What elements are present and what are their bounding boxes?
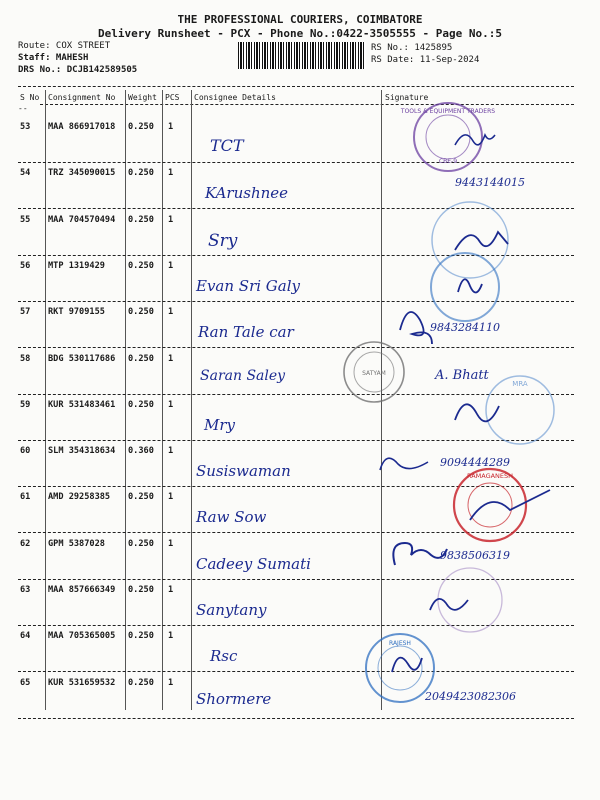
col-sno: S No (20, 93, 40, 102)
row-sno: 56 (20, 260, 31, 271)
col-pcs: PCS (165, 93, 180, 102)
row-sno: 57 (20, 307, 31, 318)
row-consignment: MAA 866917018 (48, 122, 116, 132)
row-pcs: 1 (168, 631, 174, 642)
row-weight: 0.250 (128, 168, 154, 179)
row-sno: 59 (20, 399, 31, 410)
mra-stamp-text: MRA (512, 380, 528, 388)
row-pcs: 1 (168, 353, 174, 364)
row-sno: 58 (20, 353, 31, 364)
col-signature: Signature (385, 93, 429, 102)
row-weight: 0.250 (128, 260, 154, 271)
signature-53 (455, 135, 495, 145)
row-weight: 0.250 (128, 214, 154, 225)
row-consignment: MTP 1319429 (48, 260, 105, 271)
row-consignee-name: Cadeey Sumati (196, 554, 311, 573)
col-consignment: Consignment No (48, 93, 116, 102)
row-weight: 0.360 (128, 446, 154, 457)
row-weight: 0.250 (128, 353, 154, 364)
rs-date: RS Date: 11-Sep-2024 (371, 55, 480, 65)
row-consignee-name: Saran Saley (200, 367, 286, 384)
signature-55 (455, 232, 508, 250)
signature-63 (430, 599, 468, 610)
row-pcs: 1 (168, 122, 174, 132)
company-name: THE PROFESSIONAL COURIERS, COIMBATORE (177, 13, 423, 26)
row-pcs: 1 (168, 214, 174, 225)
row-consignee-name: Evan Sri Galy (196, 276, 301, 295)
row-pcs: 1 (168, 585, 174, 595)
row-pcs: 1 (168, 168, 174, 179)
rajesh-stamp-text: RAJESH (389, 640, 411, 647)
row-consignment: AMD 29258385 (48, 492, 111, 503)
drs-number: DRS No.: DCJB142589505 (18, 65, 138, 75)
row-weight: 0.250 (128, 307, 154, 318)
row-consignee-name: Sanytany (196, 601, 267, 619)
row-pcs: 1 (168, 492, 174, 503)
row-consignment: GPM 5387028 (48, 538, 105, 549)
row-consignee-name: Ran Tale car (198, 323, 294, 342)
row-weight: 0.250 (128, 122, 154, 132)
col-consignee: Consignee Details (194, 93, 276, 102)
row-consignment: TRZ 345090015 (48, 168, 116, 179)
row-pcs: 1 (168, 399, 174, 410)
row-pcs: 1 (168, 538, 174, 549)
signature-57 (400, 312, 432, 344)
row-signature-note: 9838506319 (440, 548, 510, 562)
ramaganesh-stamp (454, 469, 526, 541)
row-pcs: 1 (168, 446, 174, 457)
staff-label: Staff: MAHESH (18, 53, 89, 63)
signature-59 (455, 404, 499, 421)
row-sno: 53 (20, 122, 31, 132)
row-pcs: 1 (168, 677, 174, 688)
row-consignment: MAA 705365005 (48, 631, 116, 642)
satyam-stamp-text: SATYAM (362, 370, 386, 377)
row-sno: 55 (20, 214, 31, 225)
row-weight: 0.250 (128, 677, 154, 688)
signature-64 (392, 658, 422, 672)
row-sno: 60 (20, 446, 31, 457)
row-consignment: KUR 531659532 (48, 677, 116, 688)
header-dash-mark: -- (18, 104, 28, 113)
signature-61 (470, 490, 550, 520)
tools-stamp (400, 103, 495, 171)
row-sno: 54 (20, 168, 31, 179)
row-consignee-name: Mry (204, 415, 236, 434)
row-pcs: 1 (168, 260, 174, 271)
tools-stamp-city: CBE-9 (438, 158, 458, 165)
row-consignment: MAA 857666349 (48, 585, 116, 595)
signature-62 (393, 543, 447, 565)
row-consignment: KUR 531483461 (48, 399, 116, 410)
signature-60 (380, 458, 428, 470)
rajesh-stamp (366, 634, 434, 702)
runsheet-subtitle: Delivery Runsheet - PCX - Phone No.:0422-3505555 - Page No.:5 (98, 27, 502, 40)
row-signature-note: 9443144015 (455, 176, 525, 190)
row-consignee-name: Raw Sow (196, 508, 267, 527)
row-consignee-name: Sry (208, 230, 238, 251)
row-consignee-name: Susiswaman (196, 462, 291, 481)
signature-56 (458, 279, 482, 292)
row-consignee-name: Rsc (210, 647, 238, 666)
stamp-55 (432, 202, 508, 278)
row-sno: 64 (20, 631, 31, 642)
row-consignment: BDG 530117686 (48, 353, 116, 364)
row-pcs: 1 (168, 307, 174, 318)
row-consignment: MAA 704570494 (48, 214, 116, 225)
rs-number: RS No.: 1425895 (371, 43, 453, 53)
row-sno: 62 (20, 538, 31, 549)
ramaganesh-stamp-text: RAMAGANESH (466, 472, 514, 480)
row-signature-note: 2049423082306 (425, 689, 516, 703)
stamp-56 (431, 253, 499, 321)
row-weight: 0.250 (128, 399, 154, 410)
row-weight: 0.250 (128, 585, 154, 595)
tools-stamp-text: TOOLS & EQUIPMENT TRADERS (400, 108, 496, 115)
row-weight: 0.250 (128, 631, 154, 642)
row-consignee-name: KArushnee (205, 184, 289, 203)
row-signature-note: A. Bhatt (435, 367, 489, 383)
row-signature-note: 9094444289 (440, 456, 510, 470)
row-signature-note: 9843284110 (430, 321, 500, 335)
stamp-63 (438, 568, 502, 632)
row-sno: 63 (20, 585, 31, 595)
row-weight: 0.250 (128, 492, 154, 503)
row-consignment: RKT 9709155 (48, 307, 105, 318)
row-sno: 61 (20, 492, 31, 503)
row-sno: 65 (20, 677, 31, 688)
row-consignee-name: Shormere (196, 689, 272, 708)
row-consignment: SLM 354318634 (48, 446, 116, 457)
row-weight: 0.250 (128, 538, 154, 549)
col-weight: Weight (128, 93, 157, 102)
route-label: Route: COX STREET (18, 41, 111, 51)
row-consignee-name: TCT (210, 136, 244, 155)
